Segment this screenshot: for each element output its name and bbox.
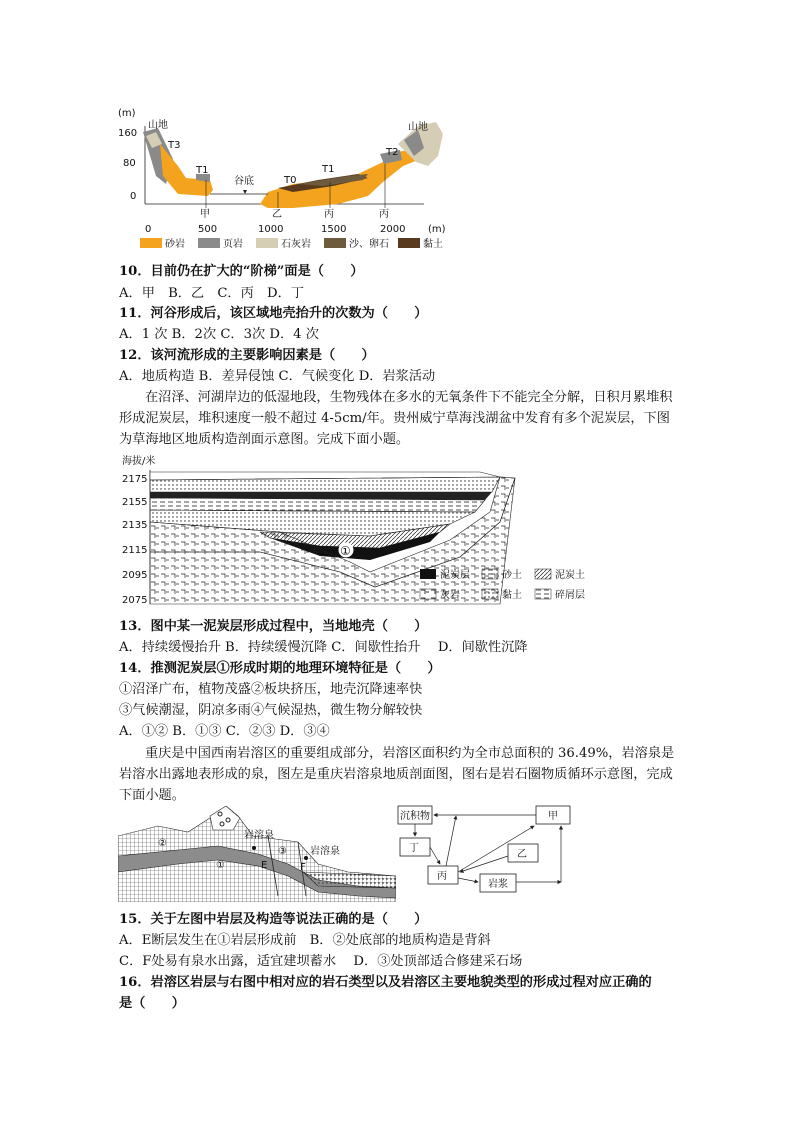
- terrace-label: T3: [168, 140, 181, 151]
- rock-cycle-figure: [396, 802, 576, 894]
- q16-line2: 是（ ）: [119, 996, 185, 1011]
- box-sediment: 沉积物: [400, 811, 430, 822]
- y-tick: 2155: [122, 497, 148, 508]
- terrace-label: T1: [196, 165, 209, 176]
- valley-bottom-label: 谷底: [234, 176, 254, 187]
- karst-section-figure: [118, 806, 396, 902]
- legend-peat: 泥炭层: [440, 570, 470, 581]
- y-tick: 0: [130, 191, 137, 202]
- q14-stem: 14．推测泥炭层①形成时期的地理环境特征是（ ）: [119, 661, 441, 676]
- peat-section-figure: [120, 452, 600, 607]
- box-jia: 甲: [548, 811, 558, 822]
- legend-gravel: 沙、卵石: [349, 239, 389, 250]
- y-tick: 2135: [122, 520, 148, 531]
- legend-sandstone: 砂岩: [165, 239, 185, 250]
- q15-line2: C．F处易有泉水出露，适宜建坝蓄水 D．③处顶部适合修建采石场: [119, 954, 523, 969]
- y-tick: 2115: [122, 545, 148, 556]
- terrace-label: T1: [322, 164, 335, 175]
- spring-label: 岩溶泉: [244, 830, 274, 841]
- q14-options: A．①② B．①③ C．②③ D．③④: [119, 724, 330, 739]
- y-unit: (m): [118, 108, 136, 119]
- legend-sand-soil: 砂土: [502, 570, 522, 581]
- box-yi: 乙: [517, 849, 527, 860]
- point-label: 乙: [272, 209, 282, 220]
- point-label: 丙: [324, 209, 334, 220]
- legend-clay: 黏土: [502, 590, 522, 601]
- box-bing: 丙: [437, 871, 447, 882]
- q10-options: A．甲 B．乙 C．丙 D．丁: [119, 286, 304, 301]
- y-tick: 2175: [122, 474, 148, 485]
- y-tick: 80: [123, 158, 136, 169]
- q16-line1: 16．岩溶区岩层与右图中相对应的岩石类型以及岩溶区主要地貌类型的形成过程对应正确的: [119, 975, 652, 990]
- fault-marker: F: [300, 862, 306, 873]
- x-tick: 0: [145, 224, 152, 235]
- legend: [140, 237, 443, 250]
- point-label: 丙: [379, 209, 389, 220]
- y-axis-label: 海拔/米: [122, 456, 156, 467]
- x-unit: (m): [428, 224, 446, 235]
- q15-line1: A．E断层发生在①岩层形成前 B．②处底部的地质构造是背斜: [119, 933, 491, 948]
- q14-line2: ③气候潮湿，阴凉多雨④气候湿热，微生物分解较快: [119, 703, 423, 718]
- rock-marker: ①: [216, 860, 225, 871]
- passage-karst: 重庆是中国西南岩溶区的重要组成部分，岩溶区面积约为全市总面积的 36.49%，岩溶泉是岩溶水出露地表形成的泉，图左是重庆岩溶泉地质剖面图，图右是岩石圈物质循环示意图，完成下面小题。: [119, 746, 675, 803]
- q15-stem: 15．关于左图中岩层及构造等说法正确的是（ ）: [119, 912, 428, 927]
- legend-debris: 碎屑层: [555, 590, 585, 601]
- q13-options: A．持续缓慢抬升 B．持续缓慢沉降 C．间歇性抬升 D．间歇性沉降: [119, 640, 528, 655]
- spring-label: 岩溶泉: [310, 846, 340, 857]
- q14-line1: ①沼泽广布，植物茂盛②板块挤压，地壳沉降速率快: [119, 682, 423, 697]
- rock-marker: ②: [158, 838, 167, 849]
- x-tick: 1500: [321, 224, 347, 235]
- legend-limestone: 石灰岩: [281, 239, 311, 250]
- q13-stem: 13．图中某一泥炭层形成过程中，当地地壳（ ）: [119, 619, 428, 634]
- y-tick: 2095: [122, 570, 148, 581]
- rock-marker: ③: [278, 846, 287, 857]
- x-tick: 2000: [380, 224, 406, 235]
- passage-peat: 在沼泽、河湖岸边的低湿地段，生物残体在多水的无氧条件下不能完全分解，日积月累堆积形成泥炭层，堆积速度一般不超过 4-5cm/年。贵州威宁草海浅湖盆中发育有多个泥炭层，下图为草海地区地质构造剖面示意图。完成下面小题。: [119, 390, 673, 447]
- terrace-label: T0: [284, 175, 297, 186]
- q12-stem: 12．该河流形成的主要影响因素是（ ）: [119, 348, 375, 363]
- legend-shale: 页岩: [223, 239, 243, 250]
- fault-marker: E: [261, 860, 268, 871]
- x-tick: 1000: [258, 224, 284, 235]
- q12-options: A．地质构造 B．差异侵蚀 C．气候变化 D．岩浆活动: [119, 369, 436, 384]
- box-magma: 岩浆: [488, 879, 508, 890]
- q11-stem: 11．河谷形成后，该区域地壳抬升的次数为（ ）: [119, 306, 428, 321]
- legend-limestone: 灰岩: [440, 590, 460, 601]
- peat-marker: ①: [340, 544, 351, 558]
- x-tick: 500: [198, 224, 218, 235]
- q10-stem: 10．目前仍在扩大的“阶梯”面是（ ）: [119, 264, 364, 279]
- y-tick: 160: [118, 128, 138, 139]
- legend-peat-soil: 泥炭土: [555, 570, 585, 581]
- point-label: 甲: [200, 209, 210, 220]
- mountain-left-label: 山地: [148, 120, 168, 131]
- terrace-profile-figure: [118, 104, 463, 254]
- legend-clay: 黏土: [423, 239, 443, 250]
- q11-options: A．1 次 B．2次 C．3次 D．4 次: [119, 327, 319, 342]
- box-ding: 丁: [409, 843, 419, 854]
- terrace-label: T2: [386, 147, 399, 158]
- y-tick: 2075: [122, 595, 148, 606]
- mountain-right-label: 山地: [408, 122, 428, 133]
